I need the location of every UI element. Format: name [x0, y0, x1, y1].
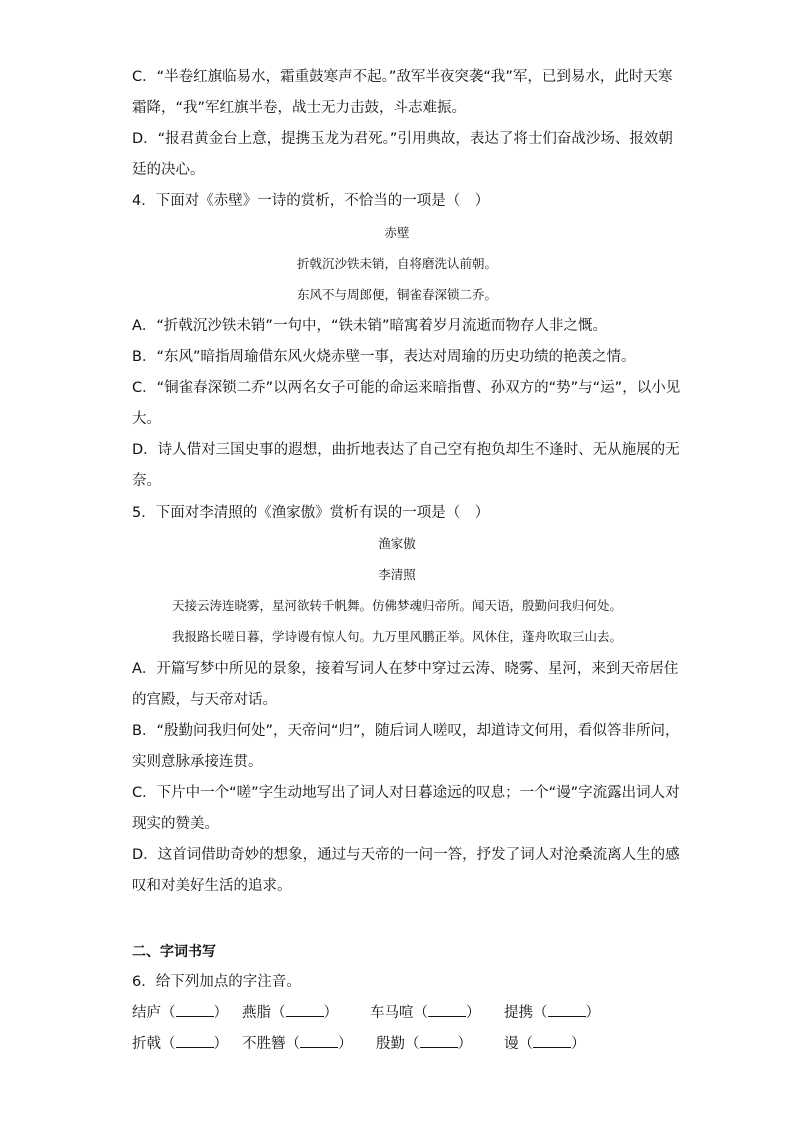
fill-item: 提携（ ） — [504, 1002, 600, 1023]
q5-option-a-line2: 的宫殿，与天帝对话。 — [132, 692, 277, 708]
q4-option-d-line1: D．诗人借对三国史事的遐想，曲折地表达了自己空有抱负却生不逢时、无从施展的无 — [132, 442, 680, 458]
q3-option-d-line1: D．“报君黄金台上意，提携玉龙为君死。”引用典故，表达了将士们奋战沙场、报效朝 — [132, 131, 673, 147]
q4-option-c-line1: C．“铜雀春深锁二乔”以两名女子可能的命运来暗指曹、孙双方的“势”与“运”，以小见 — [132, 380, 681, 396]
fill-item: 燕脂（ ） — [242, 1002, 338, 1023]
answer-blank[interactable] — [533, 1033, 571, 1048]
q5-option-d-line2: 叹和对美好生活的追求。 — [132, 878, 292, 894]
fill-item: 折戟（ ） — [132, 1033, 228, 1054]
q5-option-b-line1: B．“殷勤问我归何处”，天帝问“归”，随后词人嗟叹，却道诗文何用，看似答非所问， — [132, 723, 680, 739]
answer-blank[interactable] — [286, 1002, 324, 1017]
answer-blank[interactable] — [420, 1033, 458, 1048]
q5-poem-author: 李清照 — [378, 567, 416, 582]
q4-stem: 4．下面对《赤壁》一诗的赏析，不恰当的一项是（ ） — [132, 193, 490, 209]
q5-option-c-line2: 现实的赞美。 — [132, 816, 219, 832]
q4-poem-line2: 东风不与周郎便，铜雀春深锁二乔。 — [296, 287, 497, 302]
q4-poem-title: 赤壁 — [384, 225, 410, 240]
fill-item: 不胜簪（ ） — [242, 1033, 353, 1054]
answer-blank[interactable] — [548, 1002, 586, 1017]
q4-option-a: A．“折戟沉沙铁未销”一句中，“铁未销”暗寓着岁月流逝而物存人非之慨。 — [132, 318, 607, 334]
fill-item: 结庐（ ） — [132, 1002, 228, 1023]
q5-option-d-line1: D．这首词借助奇妙的想象，通过与天帝的一问一答，抒发了词人对沧桑流离人生的感 — [132, 847, 680, 863]
q5-poem-title: 渔家傲 — [378, 536, 416, 551]
q6-stem: 6．给下列加点的字注音。 — [132, 974, 301, 990]
q5-option-b-line2: 实则意脉承接连贯。 — [132, 754, 263, 770]
q5-option-c-line1: C．下片中一个“嗟”字生动地写出了词人对日暮途远的叹息；一个“谩”字流露出词人对 — [132, 785, 680, 801]
fill-item: 车马喧（ ） — [370, 1002, 481, 1023]
q4-poem-line1: 折戟沉沙铁未销，自将磨洗认前朝。 — [296, 256, 497, 271]
q5-poem-line1: 天接云涛连晓雾，星河欲转千帆舞。仿佛梦魂归帝所。闻天语，殷勤问我归何处。 — [171, 598, 622, 613]
q5-poem-line2: 我报路长嗟日暮，学诗谩有惊人句。九万里风鹏正举。风休住，蓬舟吹取三山去。 — [171, 629, 622, 644]
q4-option-d-line2: 奈。 — [132, 473, 161, 489]
q5-stem: 5．下面对李清照的《渔家傲》赏析有误的一项是（ ） — [132, 505, 490, 521]
q4-option-c-line2: 大。 — [132, 411, 161, 427]
q3-option-c-line1: C．“半卷红旗临易水，霜重鼓寒声不起。”敌军半夜突袭“我”军，已到易水，此时天寒 — [132, 69, 673, 85]
answer-blank[interactable] — [176, 1033, 214, 1048]
q3-option-d-line2: 廷的决心。 — [132, 162, 205, 178]
answer-blank[interactable] — [428, 1002, 466, 1017]
answer-blank[interactable] — [300, 1033, 338, 1048]
section-heading: 二、字词书写 — [132, 944, 216, 960]
q4-option-b: B．“东风”暗指周瑜借东风火烧赤壁一事，表达对周瑜的历史功绩的艳羡之情。 — [132, 349, 636, 365]
q3-option-c-line2: 霜降，“我”军红旗半卷，战士无力击鼓，斗志难振。 — [132, 100, 467, 116]
answer-blank[interactable] — [176, 1002, 214, 1017]
fill-item: 谩（ ） — [504, 1033, 586, 1054]
q5-option-a-line1: A．开篇写梦中所见的景象，接着写词人在梦中穿过云涛、晓雾、星河，来到天帝居住 — [132, 661, 679, 677]
fill-item: 殷勤（ ） — [376, 1033, 472, 1054]
